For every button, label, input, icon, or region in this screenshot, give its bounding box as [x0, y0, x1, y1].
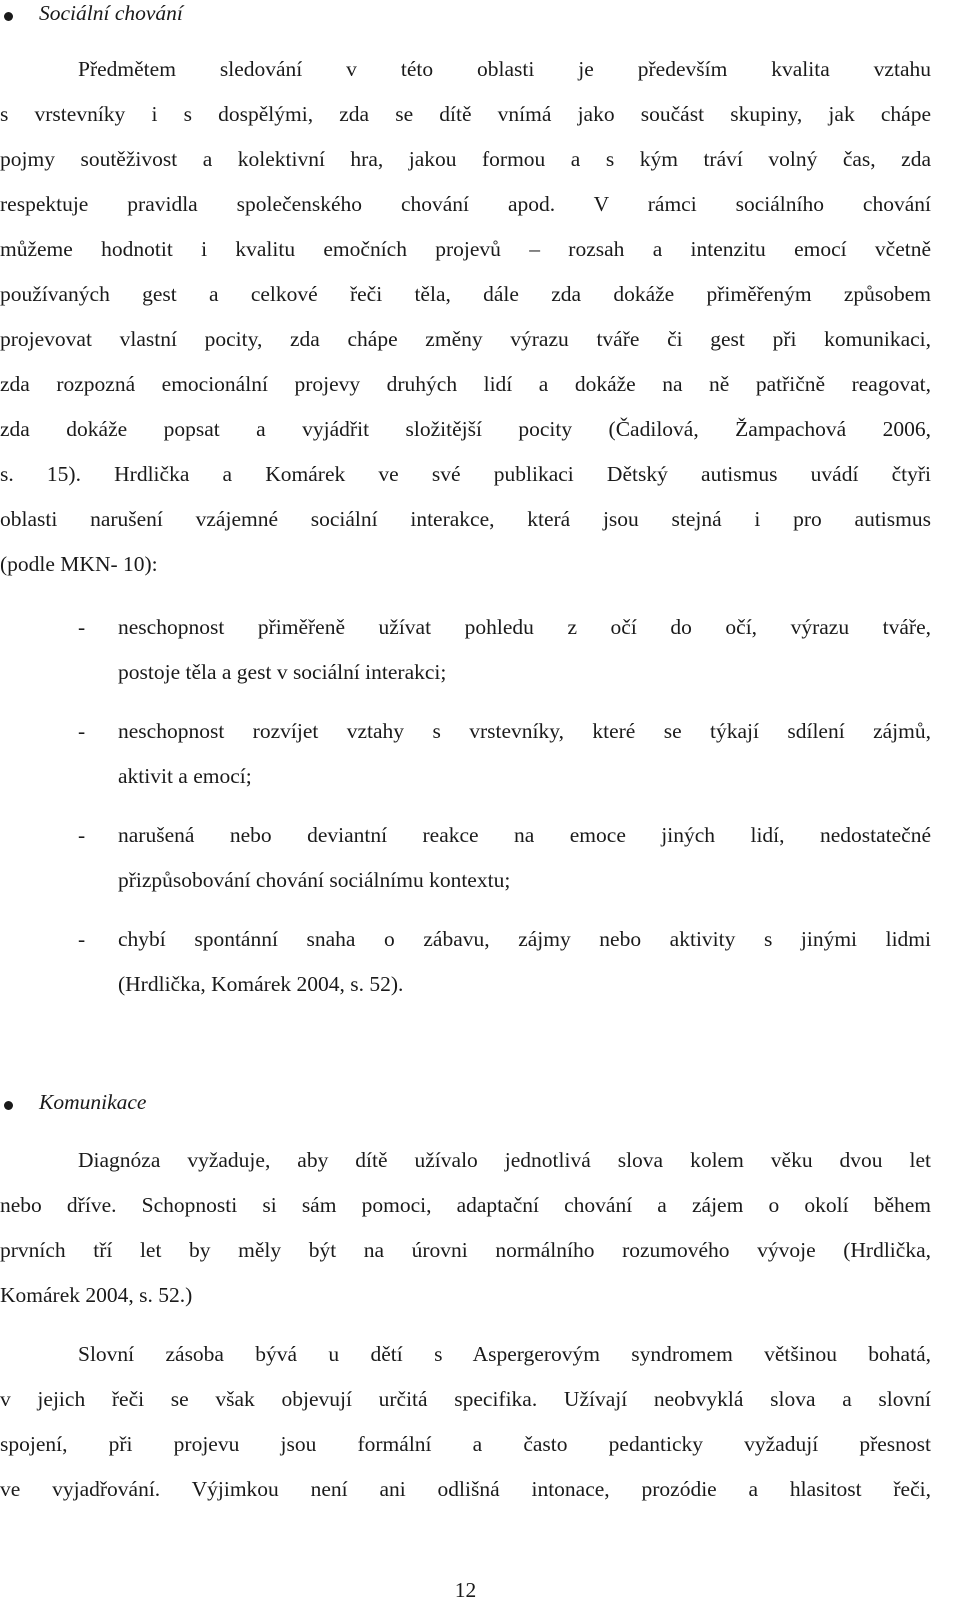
paragraph-line: oblasti narušení vzájemné sociální interakce, která jsou stejná i pro autismus	[0, 507, 931, 531]
paragraph-line: zda rozpozná emocionální projevy druhých lidí a dokáže na ně patřičně reagovat,	[0, 372, 931, 396]
list-item-line: aktivit a emocí;	[118, 764, 252, 788]
paragraph-line: prvních tří let by měly být na úrovni normálního rozumového vývoje (Hrdlička,	[0, 1238, 931, 1262]
list-dash: -	[78, 927, 86, 951]
paragraph-line: v jejich řeči se však objevují určitá specifika. Užívají neobvyklá slova a slovní	[0, 1387, 931, 1411]
paragraph-line: zda dokáže popsat a vyjádřit složitější pocity (Čadilová, Žampachová 2006,	[0, 417, 931, 441]
paragraph-line: spojení, při projevu jsou formální a často pedanticky vyžadují přesnost	[0, 1432, 931, 1456]
bullet-icon	[4, 12, 13, 21]
paragraph-line: Diagnóza vyžaduje, aby dítě užívalo jednotlivá slova kolem věku dvou let	[78, 1148, 931, 1172]
section-title: Sociální chování	[39, 1, 183, 25]
paragraph-line: pojmy soutěživost a kolektivní hra, jakou formou a s kým tráví volný čas, zda	[0, 147, 931, 171]
paragraph-line: ve vyjadřování. Výjimkou není ani odlišná intonace, prozódie a hlasitost řeči,	[0, 1477, 931, 1501]
paragraph-line: respektuje pravidla společenského chování apod. V rámci sociálního chování	[0, 192, 931, 216]
paragraph-communication-diagnosis	[0, 1138, 931, 1318]
paragraph-line: (podle MKN- 10):	[0, 552, 158, 576]
paragraph-line: s. 15). Hrdlička a Komárek ve své publikaci Dětský autismus uvádí čtyři	[0, 462, 931, 486]
section-title: Komunikace	[39, 1090, 147, 1114]
paragraph-line: projevovat vlastní pocity, zda chápe změny výrazu tváře či gest při komunikaci,	[0, 327, 931, 351]
section-heading-social	[0, 0, 940, 34]
list-dash: -	[78, 719, 86, 743]
paragraph-line: Komárek 2004, s. 52.)	[0, 1283, 193, 1307]
list-item-line: (Hrdlička, Komárek 2004, s. 52).	[118, 972, 404, 996]
paragraph-social-behavior	[0, 47, 931, 587]
section-heading-communication	[0, 1089, 940, 1123]
paragraph-line: můžeme hodnotit i kvalitu emočních projevů – rozsah a intenzitu emocí včetně	[0, 237, 931, 261]
list-item-line: postoje těla a gest v sociální interakci;	[118, 660, 447, 684]
paragraph-line: s vrstevníky i s dospělými, zda se dítě vnímá jako součást skupiny, jak chápe	[0, 102, 931, 126]
paragraph-line: Předmětem sledování v této oblasti je především kvalita vztahu	[78, 57, 931, 81]
list-item-line: neschopnost přiměřeně užívat pohledu z očí do očí, výrazu tváře,	[118, 615, 931, 639]
list-item-line: neschopnost rozvíjet vztahy s vrstevníky, které se týkají sdílení zájmů,	[118, 719, 931, 743]
paragraph-vocabulary	[0, 1332, 931, 1512]
bullet-icon	[4, 1101, 13, 1110]
paragraph-line: Slovní zásoba bývá u dětí s Aspergerovým syndromem většinou bohatá,	[78, 1342, 931, 1366]
list-dash: -	[78, 615, 86, 639]
list-item-line: narušená nebo deviantní reakce na emoce jiných lidí, nedostatečné	[118, 823, 931, 847]
paragraph-line: používaných gest a celkové řeči těla, dále zda dokáže přiměřeným způsobem	[0, 282, 931, 306]
list-item-line: přizpůsobování chování sociálnímu kontextu;	[118, 868, 511, 892]
list-dash: -	[78, 823, 86, 847]
page-number: 12	[454, 1578, 477, 1602]
paragraph-line: nebo dříve. Schopnosti si sám pomoci, adaptační chování a zájem o okolí během	[0, 1193, 931, 1217]
list-item-line: chybí spontánní snaha o zábavu, zájmy nebo aktivity s jinými lidmi	[118, 927, 931, 951]
